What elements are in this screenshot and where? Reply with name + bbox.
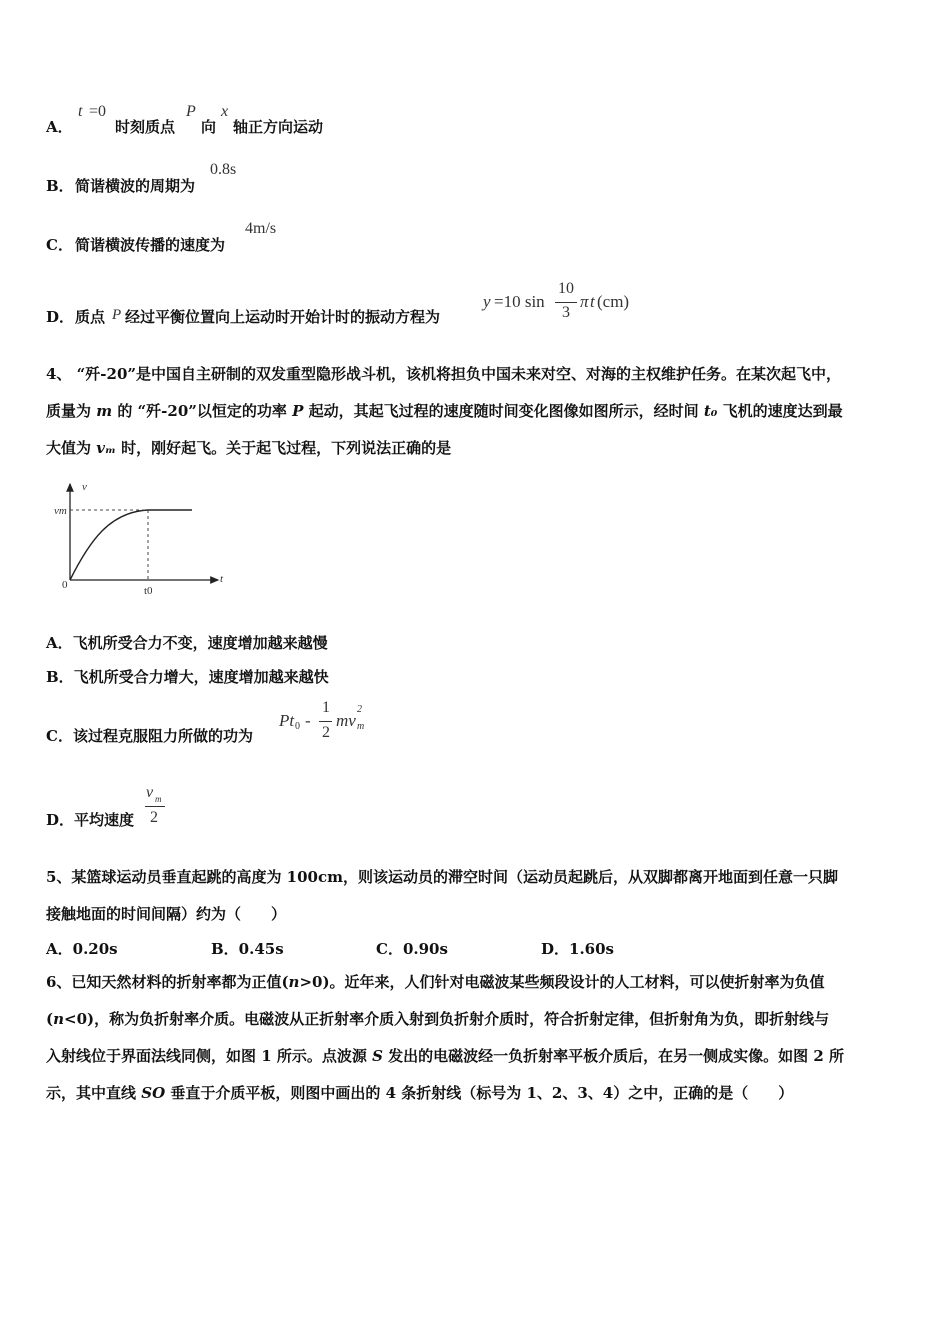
velocity-curve (70, 510, 192, 580)
y-axis-label: v (82, 481, 87, 493)
fraction-bar (555, 302, 577, 303)
q5-line1: 5、某篮球运动员垂直起跳的高度为 100cm，则该运动员的滞空时间（运动员起跳后，从双脚都离开地面到任意一只脚 (46, 868, 838, 886)
q6-line1: 6、已知天然材料的折射率都为正值(n>0)。近年来，人们针对电磁波某些频段设计的人工材料，可以使折射率为负值 (46, 973, 825, 991)
option-text: C．该过程克服阻力所做的功为 (46, 727, 253, 745)
q4-option-b: B．飞机所受合力增大，速度增加越来越快 (46, 668, 329, 686)
frac-den: 2 (322, 724, 330, 741)
frac-num-v: v (146, 784, 154, 801)
eq-main: =10 sin (494, 292, 545, 311)
math-eq0: =0 (89, 103, 107, 120)
option-text: D．平均速度 (46, 811, 135, 829)
q5-option-b: B．0.45s (211, 940, 284, 958)
option-text: 轴正方向运动 (233, 118, 324, 136)
option-text: 时刻质点 (115, 118, 176, 136)
option-label: A． (46, 118, 73, 136)
q6-line2: (n<0)，称为负折射率介质。电磁波从正折射率介质入射到负折射介质时，符合折射定律，但折射角为负，即折射线与 (46, 1010, 830, 1028)
eq-frac-den: 3 (562, 304, 570, 321)
q6-line4: 示，其中直线 SO 垂直于介质平板，则图中画出的 4 条折射线（标号为 1、2、3、4）之中，正确的是（ ） (46, 1084, 794, 1102)
eq-y: y (483, 292, 491, 311)
t0-label: t0 (144, 585, 153, 597)
eq-t: t (590, 292, 595, 311)
frac-den: 2 (150, 809, 158, 826)
math-x: x (221, 103, 229, 120)
vm-label: vm (54, 505, 67, 517)
q4-option-a: A．飞机所受合力不变，速度增加越来越慢 (46, 634, 328, 652)
option-label: B． (46, 177, 74, 195)
option-text: 质点 (75, 308, 106, 326)
q5-option-c: C．0.90s (376, 940, 448, 958)
option-text: 简谐横波的周期为 (75, 177, 196, 195)
math-sup2: 2 (357, 704, 362, 715)
math-sub-m: m (357, 721, 365, 732)
option-label: D． (46, 308, 75, 326)
math-speed: 4m/s (245, 220, 277, 237)
q5-option-d: D．1.60s (541, 940, 614, 958)
math-t: t (78, 103, 83, 120)
frac-num: 1 (322, 699, 330, 716)
x-axis-label: t (220, 573, 224, 585)
eq-pi: π (580, 292, 589, 311)
option-text: 经过平衡位置向上运动时开始计时的振动方程为 (125, 308, 441, 326)
q4-line1: 4、 “歼-20”是中国自主研制的双发重型隐形战斗机，该机将担负中国未来对空、对海的主权维护任务。在某次起飞中， (46, 365, 842, 383)
fraction-bar (145, 806, 165, 807)
math-mv: mv (336, 711, 356, 730)
q6-line3: 入射线位于界面法线同侧，如图 1 所示。点波源 S 发出的电磁波经一负折射率平板介质后，在另一侧成实像。如图 2 所 (46, 1047, 845, 1065)
option-text: 向 (201, 118, 217, 136)
q5-line2: 接触地面的时间间隔）约为（ ） (46, 905, 287, 923)
origin-label: 0 (62, 579, 68, 591)
velocity-time-graph (40, 470, 240, 605)
math-period: 0.8s (210, 161, 237, 178)
fraction-bar (319, 721, 332, 722)
math-p: P (186, 103, 196, 120)
option-text: 简谐横波传播的速度为 (75, 236, 226, 254)
q4-line2: 质量为 m 的 “歼-20”以恒定的功率 P 起动，其起飞过程的速度随时间变化图像如图所示，经时间 t₀ 飞机的速度达到最 (46, 402, 843, 420)
math-minus: - (305, 711, 311, 730)
option-label: C． (46, 236, 73, 254)
q5-option-a: A．0.20s (46, 940, 118, 958)
eq-unit: (cm) (597, 292, 630, 311)
math-sub0: 0 (295, 721, 300, 732)
math-pt: Pt (279, 711, 295, 730)
frac-num-sub: m (155, 794, 162, 804)
q4-line3: 大值为 vₘ 时，刚好起飞。关于起飞过程，下列说法正确的是 (46, 439, 452, 457)
math-p: P (112, 307, 122, 323)
eq-frac-num: 10 (558, 280, 574, 297)
